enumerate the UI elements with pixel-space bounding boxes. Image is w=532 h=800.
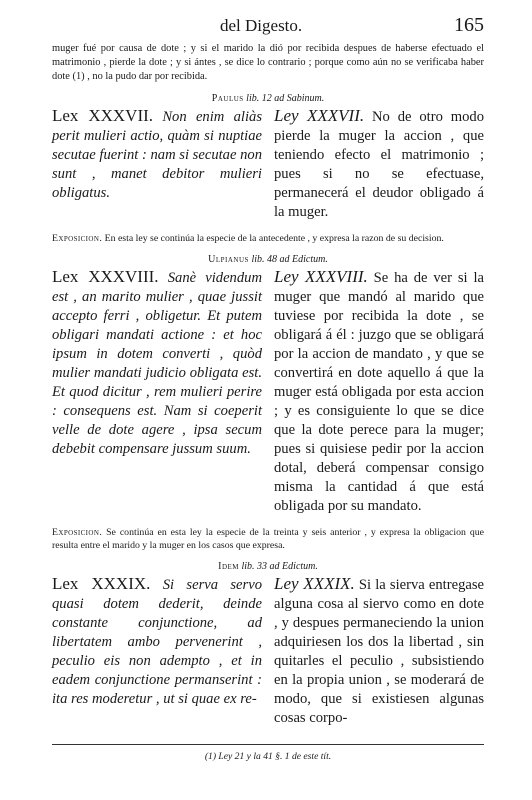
spanish-law-heading: Ley XXXVIII.	[274, 267, 368, 286]
law-39	[52, 574, 484, 728]
spanish-column	[274, 106, 484, 222]
spanish-law-heading: Ley XXXIX.	[274, 574, 355, 593]
page-number: 165	[454, 14, 484, 36]
law-37	[52, 106, 484, 222]
attribution-author: Idem	[218, 561, 239, 572]
latin-law-heading: Lex XXXIX.	[52, 574, 151, 593]
document-page	[52, 14, 484, 774]
attribution-reference: lib. 12 ad Sabinum.	[246, 93, 325, 104]
exposition-1	[52, 232, 484, 245]
attribution-1	[52, 93, 484, 104]
exposition-label: Exposicion.	[52, 233, 103, 244]
latin-column	[52, 106, 262, 222]
running-title: del Digesto.	[220, 16, 303, 35]
latin-law-heading: Lex XXXVIII.	[52, 267, 159, 286]
attribution-author: Ulpianus	[208, 254, 249, 265]
exposition-text: En esta ley se continúa la especie de la antecedente , y expresa la razon de su decision.	[104, 233, 444, 244]
latin-law-text: Si serva servo quasi dotem dederit, deinde constante conjunctione, ad libertatem ambo pervenerint , peculio eis non adempto , et in eadem conjunctione permanserint : ita res moderetur , ut si quae ex re-	[52, 577, 262, 707]
spanish-law-text: Si la sierva entregase alguna cosa al siervo como en dote , y despues permaneciendo la union adquiriesen los dos la libertad , sin quitarles el peculio , subsistiendo en la propia union , se moderará de modo, que si existiesen algunas cosas corpo-	[274, 577, 484, 726]
footnote-divider	[52, 744, 484, 745]
exposition-2	[52, 526, 484, 552]
attribution-reference: lib. 33 ad Edictum.	[241, 561, 318, 572]
latin-column	[52, 267, 262, 516]
intro-paragraph: muger fué por causa de dote ; y si el marido la dió por recibida despues de haberse efectuado el matrimonio , pierde la dote ; y si ántes , se dice lo contrario ; porque como aún no se verificaba haber dote (1) , no la pudo dar por recibida.	[52, 43, 484, 82]
law-38	[52, 267, 484, 516]
latin-law-heading: Lex XXXVII.	[52, 106, 154, 125]
spanish-column	[274, 267, 484, 516]
spanish-law-text: No de otro modo pierde la muger la accion , que teniendo efecto el matrimonio ; pues si no se efectuase, permanecerá el deudor obligado á la muger.	[274, 109, 484, 220]
latin-column	[52, 574, 262, 728]
spanish-law-text: Se ha de ver si la muger que mandó al marido que tuviese por recibida la dote , se obligará á él : juzgo que se obligará por la accion de mandato , y que se convertirá en dote aquello á que la muger está obligada por esta accion ; y es consiguiente lo que se dice que la dote perece para la muger; pues si quisiese pedir por la accion dotal, deberá compensar consigo misma la cantidad á que está obligada por su mandato.	[274, 270, 484, 514]
running-header	[52, 14, 484, 42]
exposition-text: Se continúa en esta ley la especie de la treinta y seis anterior , y expresa la obligacion que resulta entre el marido y la muger en los casos que expresa.	[52, 527, 484, 551]
attribution-reference: lib. 48 ad Edictum.	[251, 254, 328, 265]
footnote: (1) Ley 21 y la 41 §. 1 de este tít.	[204, 751, 332, 762]
spanish-law-heading: Ley XXXVII.	[274, 106, 365, 125]
attribution-3	[52, 561, 484, 572]
exposition-label: Exposicion.	[52, 527, 103, 538]
spanish-column	[274, 574, 484, 728]
attribution-2	[52, 254, 484, 265]
attribution-author: Paulus	[211, 93, 244, 104]
latin-law-text: Sanè videndum est , an marito mulier , quae jussit accepto ferri , obligetur. Et putem obligari mandati actione : et hoc ipsum in dotem converti , quòd mulier mandati judicio obligata est. Et quod dicitur , rem mulieri perire : consequens est. Nam si coeperit velle de dote agere , ipsa secum debebit compensare jussum suum.	[52, 270, 262, 457]
latin-law-text: Non enim aliàs perit mulieri actio, quàm si nuptiae secutae fuerint : nam si secutae non sunt , manet debitor mulieri obligatus.	[52, 109, 263, 201]
